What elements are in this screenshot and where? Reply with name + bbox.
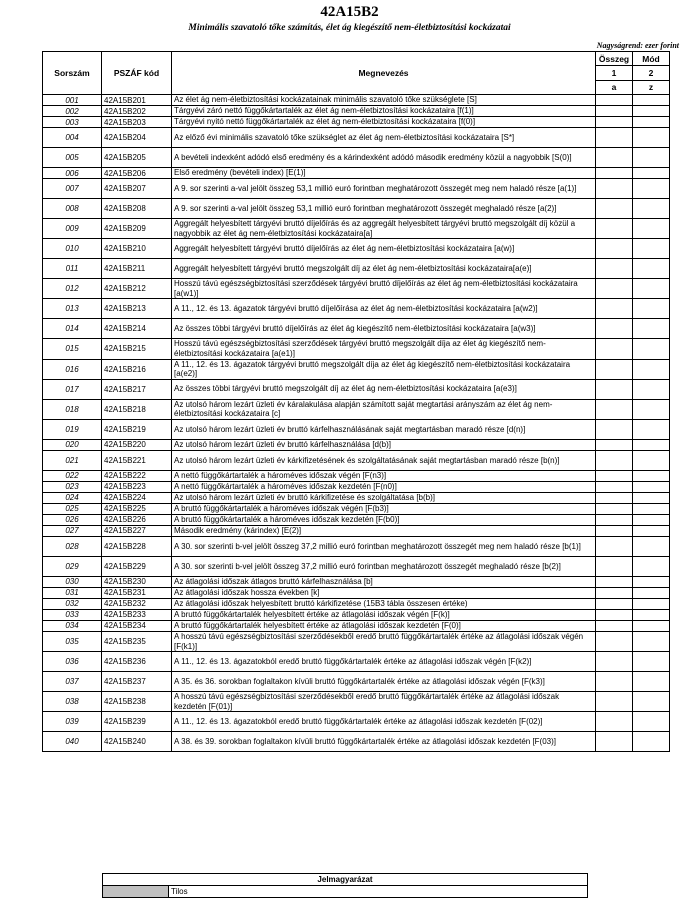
table-row xyxy=(43,609,670,620)
table-row xyxy=(43,587,670,598)
table-row xyxy=(43,259,670,279)
row-code: 42A15B207 xyxy=(102,179,172,199)
value-cell-osszeg[interactable] xyxy=(596,168,633,179)
row-description: A 35. és 36. sorokban foglaltakon kívüli bruttó függőkártartalék értéke az átlagolási időszak végén [F(k3)] xyxy=(172,672,596,692)
value-cell-osszeg[interactable] xyxy=(596,587,633,598)
row-description: A 38. és 39. sorokban foglaltakon kívüli bruttó függőkártartalék értéke az átlagolási időszak kezdetén [F(03)] xyxy=(172,732,596,752)
row-number: 024 xyxy=(43,492,102,503)
value-cell-mod[interactable] xyxy=(633,299,670,319)
value-cell-mod[interactable] xyxy=(633,179,670,199)
row-description: A hosszú távú egészségbiztosítási szerződésekből eredő bruttó függőkártartalék értéke az átlagolási időszak végén [F(k1)] xyxy=(172,631,596,651)
row-description: A bruttó függőkártartalék helyesbített értéke az átlagolási időszak kezdetén [F(0)] xyxy=(172,620,596,631)
value-cell-mod[interactable] xyxy=(633,339,670,359)
table-row xyxy=(43,199,670,219)
unit-label: Nagyságrend: ezer forint xyxy=(596,41,679,50)
row-number: 028 xyxy=(43,536,102,556)
value-cell-mod[interactable] xyxy=(633,319,670,339)
row-code: 42A15B225 xyxy=(102,503,172,514)
value-cell-mod[interactable] xyxy=(633,556,670,576)
legend-title: Jelmagyarázat xyxy=(103,874,588,886)
table-row xyxy=(43,419,670,439)
row-code: 42A15B222 xyxy=(102,470,172,481)
row-description: Az összes többi tárgyévi bruttó megszolgált díj az élet ág nem-életbiztosítási kockázataira [a(e3)] xyxy=(172,379,596,399)
table-row xyxy=(43,319,670,339)
value-cell-mod[interactable] xyxy=(633,587,670,598)
table-row xyxy=(43,556,670,576)
row-code: 42A15B216 xyxy=(102,359,172,379)
value-cell-osszeg[interactable] xyxy=(596,399,633,419)
row-number: 027 xyxy=(43,525,102,536)
row-code: 42A15B206 xyxy=(102,168,172,179)
row-code: 42A15B223 xyxy=(102,481,172,492)
row-code: 42A15B235 xyxy=(102,631,172,651)
row-number: 001 xyxy=(43,95,102,106)
row-code: 42A15B204 xyxy=(102,128,172,148)
value-cell-mod[interactable] xyxy=(633,399,670,419)
row-description: Az utolsó három lezárt üzleti év kárkifizetésének és szolgáltatásának saját megtartásban maradó része [b(n)] xyxy=(172,450,596,470)
table-row xyxy=(43,299,670,319)
value-cell-mod[interactable] xyxy=(633,239,670,259)
row-code: 42A15B234 xyxy=(102,620,172,631)
table-row xyxy=(43,117,670,128)
row-code: 42A15B210 xyxy=(102,239,172,259)
row-code: 42A15B229 xyxy=(102,556,172,576)
legend-table xyxy=(102,873,588,898)
value-cell-osszeg[interactable] xyxy=(596,128,633,148)
value-cell-osszeg[interactable] xyxy=(596,631,633,651)
value-cell-osszeg[interactable] xyxy=(596,319,633,339)
table-row xyxy=(43,631,670,651)
row-description: A bruttó függőkártartalék a hároméves időszak végén [F(b3)] xyxy=(172,503,596,514)
col-header-osszeg: Összeg xyxy=(596,52,633,66)
col-header-osszeg-letter: a xyxy=(596,80,633,94)
row-description: A 9. sor szerinti a-val jelölt összeg 53,1 millió euró forintban meghatározott összegét meg nem haladó része [a(1)] xyxy=(172,179,596,199)
legend-label-tilos: Tilos xyxy=(169,886,588,898)
table-row xyxy=(43,470,670,481)
value-cell-mod[interactable] xyxy=(633,503,670,514)
row-number: 029 xyxy=(43,556,102,576)
table-row xyxy=(43,399,670,419)
table-row xyxy=(43,620,670,631)
col-header-megnevezes: Megnevezés xyxy=(172,52,596,95)
table-row xyxy=(43,492,670,503)
data-table xyxy=(42,51,670,752)
row-description: Az élet ág nem-életbiztosítási kockázatainak minimális szavatoló tőke szükséglete [S] xyxy=(172,95,596,106)
row-number: 020 xyxy=(43,439,102,450)
row-number: 034 xyxy=(43,620,102,631)
value-cell-osszeg[interactable] xyxy=(596,199,633,219)
table-row xyxy=(43,450,670,470)
value-cell-mod[interactable] xyxy=(633,128,670,148)
value-cell-mod[interactable] xyxy=(633,199,670,219)
value-cell-osszeg[interactable] xyxy=(596,503,633,514)
value-cell-osszeg[interactable] xyxy=(596,359,633,379)
row-description: Második eredmény (kárindex) [E(2)] xyxy=(172,525,596,536)
table-row xyxy=(43,339,670,359)
row-number: 036 xyxy=(43,652,102,672)
row-number: 019 xyxy=(43,419,102,439)
row-description: Hosszú távú egészségbiztosítási szerződések tárgyévi bruttó díjelőírás az élet ág nem-életbiztosítási kockázataira [a(w1)] xyxy=(172,279,596,299)
row-number: 035 xyxy=(43,631,102,651)
row-description: A 11., 12. és 13. ágazatokból eredő bruttó függőkártartalék értéke az átlagolási időszak kezdetén [F(02)] xyxy=(172,712,596,732)
row-description: Az előző évi minimális szavatoló tőke szükséglet az élet ág nem-életbiztosítási kockázataira [S*] xyxy=(172,128,596,148)
row-code: 42A15B213 xyxy=(102,299,172,319)
row-description: Az utolsó három lezárt üzleti év bruttó kárfelhasználásának saját megtartásban maradó része [d(n)] xyxy=(172,419,596,439)
table-row xyxy=(43,481,670,492)
table-row xyxy=(43,525,670,536)
row-code: 42A15B227 xyxy=(102,525,172,536)
row-description: Első eredmény (bevételi index) [E(1)] xyxy=(172,168,596,179)
row-description: Hosszú távú egészségbiztosítási szerződések tárgyévi bruttó megszolgált díja az élet ág kiegészítő nem-életbiztosítási kockázataira [a(e1)] xyxy=(172,339,596,359)
legend-swatch-tilos xyxy=(103,886,169,898)
row-number: 040 xyxy=(43,732,102,752)
value-cell-mod[interactable] xyxy=(633,514,670,525)
row-number: 009 xyxy=(43,219,102,239)
row-code: 42A15B211 xyxy=(102,259,172,279)
row-code: 42A15B238 xyxy=(102,692,172,712)
row-description: A bruttó függőkártartalék helyesbített értéke az átlagolási időszak végén [F(k)] xyxy=(172,609,596,620)
row-code: 42A15B203 xyxy=(102,117,172,128)
value-cell-mod[interactable] xyxy=(633,492,670,503)
value-cell-osszeg[interactable] xyxy=(596,536,633,556)
row-number: 015 xyxy=(43,339,102,359)
row-code: 42A15B202 xyxy=(102,106,172,117)
value-cell-osszeg[interactable] xyxy=(596,106,633,117)
row-code: 42A15B220 xyxy=(102,439,172,450)
value-cell-mod[interactable] xyxy=(633,631,670,651)
table-row xyxy=(43,692,670,712)
value-cell-mod[interactable] xyxy=(633,652,670,672)
value-cell-osszeg[interactable] xyxy=(596,95,633,106)
col-header-sorszam: Sorszám xyxy=(43,52,102,95)
table-row xyxy=(43,279,670,299)
col-header-mod-num: 2 xyxy=(633,66,670,80)
row-number: 010 xyxy=(43,239,102,259)
row-description: Az átlagolási időszak helyesbített bruttó kárkifizetése (15B3 tábla összesen értéke) xyxy=(172,598,596,609)
value-cell-mod[interactable] xyxy=(633,732,670,752)
table-row xyxy=(43,732,670,752)
value-cell-mod[interactable] xyxy=(633,106,670,117)
value-cell-osszeg[interactable] xyxy=(596,219,633,239)
value-cell-osszeg[interactable] xyxy=(596,712,633,732)
row-number: 033 xyxy=(43,609,102,620)
row-description: A 9. sor szerinti a-val jelölt összeg 53,1 millió euró forintban meghatározott összegét meghaladó része [a(2)] xyxy=(172,199,596,219)
value-cell-osszeg[interactable] xyxy=(596,299,633,319)
value-cell-osszeg[interactable] xyxy=(596,732,633,752)
row-number: 014 xyxy=(43,319,102,339)
value-cell-osszeg[interactable] xyxy=(596,148,633,168)
row-description: Az átlagolási időszak hossza években [k] xyxy=(172,587,596,598)
row-code: 42A15B228 xyxy=(102,536,172,556)
row-code: 42A15B232 xyxy=(102,598,172,609)
value-cell-mod[interactable] xyxy=(633,470,670,481)
table-row xyxy=(43,239,670,259)
row-number: 032 xyxy=(43,598,102,609)
row-description: A bevételi indexként adódó első eredmény és a kárindexként adódó második eredmény közül a nagyobbik [S(0)] xyxy=(172,148,596,168)
value-cell-osszeg[interactable] xyxy=(596,652,633,672)
col-header-mod-letter: z xyxy=(633,80,670,94)
col-header-osszeg-num: 1 xyxy=(596,66,633,80)
row-code: 42A15B214 xyxy=(102,319,172,339)
row-number: 021 xyxy=(43,450,102,470)
value-cell-mod[interactable] xyxy=(633,576,670,587)
row-code: 42A15B231 xyxy=(102,587,172,598)
table-row xyxy=(43,359,670,379)
row-number: 025 xyxy=(43,503,102,514)
row-code: 42A15B208 xyxy=(102,199,172,219)
value-cell-osszeg[interactable] xyxy=(596,179,633,199)
page-subtitle: Minimális szavatoló tőke számítás, élet ág kiegészítő nem-életbiztosítási kockázatai xyxy=(188,23,511,33)
table-row xyxy=(43,536,670,556)
value-cell-osszeg[interactable] xyxy=(596,450,633,470)
row-code: 42A15B218 xyxy=(102,399,172,419)
value-cell-mod[interactable] xyxy=(633,536,670,556)
row-number: 012 xyxy=(43,279,102,299)
value-cell-mod[interactable] xyxy=(633,168,670,179)
table-row xyxy=(43,168,670,179)
value-cell-osszeg[interactable] xyxy=(596,117,633,128)
row-description: A 30. sor szerinti b-vel jelölt összeg 37,2 millió euró forintban meghatározott összegét meghaladó része [b(2)] xyxy=(172,556,596,576)
value-cell-osszeg[interactable] xyxy=(596,481,633,492)
row-number: 003 xyxy=(43,117,102,128)
row-code: 42A15B201 xyxy=(102,95,172,106)
value-cell-osszeg[interactable] xyxy=(596,259,633,279)
row-description: A bruttó függőkártartalék a hároméves időszak kezdetén [F(b0)] xyxy=(172,514,596,525)
row-description: Az összes többi tárgyévi bruttó díjelőírás az élet ág kiegészítő nem-életbiztosítási kockázataira [a(w3)] xyxy=(172,319,596,339)
value-cell-mod[interactable] xyxy=(633,598,670,609)
row-number: 026 xyxy=(43,514,102,525)
table-row xyxy=(43,514,670,525)
value-cell-osszeg[interactable] xyxy=(596,525,633,536)
row-description: Tárgyévi záró nettó függőkártartalék az élet ág nem-életbiztosítási kockázataira [f(1)] xyxy=(172,106,596,117)
row-description: A nettó függőkártartalék a hároméves időszak kezdetén [F(n0)] xyxy=(172,481,596,492)
row-code: 42A15B219 xyxy=(102,419,172,439)
value-cell-mod[interactable] xyxy=(633,419,670,439)
row-description: A hosszú távú egészségbiztosítási szerződésekből eredő bruttó függőkártartalék értéke az átlagolási időszak kezdetén [F(01)] xyxy=(172,692,596,712)
value-cell-osszeg[interactable] xyxy=(596,620,633,631)
value-cell-mod[interactable] xyxy=(633,672,670,692)
value-cell-mod[interactable] xyxy=(633,609,670,620)
row-number: 004 xyxy=(43,128,102,148)
row-description: A 30. sor szerinti b-vel jelölt összeg 37,2 millió euró forintban meghatározott összegét meg nem haladó része [b(1)] xyxy=(172,536,596,556)
row-code: 42A15B236 xyxy=(102,652,172,672)
row-description: Aggregált helyesbített tárgyévi bruttó megszolgált díj az élet ág nem-életbiztosítási kockázataira[a(e)] xyxy=(172,259,596,279)
value-cell-mod[interactable] xyxy=(633,450,670,470)
row-number: 013 xyxy=(43,299,102,319)
table-row xyxy=(43,179,670,199)
value-cell-osszeg[interactable] xyxy=(596,556,633,576)
value-cell-mod[interactable] xyxy=(633,692,670,712)
row-number: 039 xyxy=(43,712,102,732)
row-code: 42A15B239 xyxy=(102,712,172,732)
table-row xyxy=(43,712,670,732)
page-title: 42A15B2 xyxy=(320,4,379,20)
table-row xyxy=(43,219,670,239)
row-description: A nettó függőkártartalék a hároméves időszak végén [F(n3)] xyxy=(172,470,596,481)
col-header-pszaf-kod: PSZÁF kód xyxy=(102,52,172,95)
table-row xyxy=(43,106,670,117)
row-number: 016 xyxy=(43,359,102,379)
row-number: 008 xyxy=(43,199,102,219)
table-row xyxy=(43,503,670,514)
row-number: 037 xyxy=(43,672,102,692)
value-cell-mod[interactable] xyxy=(633,439,670,450)
table-row xyxy=(43,379,670,399)
value-cell-osszeg[interactable] xyxy=(596,609,633,620)
table-row xyxy=(43,148,670,168)
value-cell-osszeg[interactable] xyxy=(596,598,633,609)
value-cell-osszeg[interactable] xyxy=(596,514,633,525)
row-code: 42A15B224 xyxy=(102,492,172,503)
row-number: 017 xyxy=(43,379,102,399)
value-cell-osszeg[interactable] xyxy=(596,672,633,692)
table-row xyxy=(43,652,670,672)
row-description: A 11., 12. és 13. ágazatok tárgyévi bruttó díjelőírása az élet ág nem-életbiztosítási kockázataira [a(w2)] xyxy=(172,299,596,319)
row-code: 42A15B233 xyxy=(102,609,172,620)
row-description: A 11., 12. és 13. ágazatokból eredő bruttó függőkártartalék értéke az átlagolási időszak végén [F(k2)] xyxy=(172,652,596,672)
table-row xyxy=(43,128,670,148)
value-cell-mod[interactable] xyxy=(633,95,670,106)
row-description: Az utolsó három lezárt üzleti év bruttó kárkifizetése és szolgáltatása [b(b)] xyxy=(172,492,596,503)
row-code: 42A15B221 xyxy=(102,450,172,470)
table-row xyxy=(43,576,670,587)
row-code: 42A15B237 xyxy=(102,672,172,692)
value-cell-mod[interactable] xyxy=(633,117,670,128)
row-description: A 11., 12. és 13. ágazatok tárgyévi bruttó megszolgált díja az élet ág kiegészítő nem-életbiztosítási kockázataira [a(e2)] xyxy=(172,359,596,379)
value-cell-mod[interactable] xyxy=(633,359,670,379)
row-description: Az utolsó három lezárt üzleti év bruttó kárfelhasználása [d(b)] xyxy=(172,439,596,450)
value-cell-osszeg[interactable] xyxy=(596,439,633,450)
row-number: 022 xyxy=(43,470,102,481)
value-cell-mod[interactable] xyxy=(633,525,670,536)
row-number: 005 xyxy=(43,148,102,168)
value-cell-mod[interactable] xyxy=(633,620,670,631)
row-number: 007 xyxy=(43,179,102,199)
value-cell-osszeg[interactable] xyxy=(596,576,633,587)
col-header-mod: Mód xyxy=(633,52,670,66)
row-description: Az utolsó három lezárt üzleti év káralakulása alapján számított saját megtartási arányszám az élet ág nem-életbiztosítási kockázataira [c] xyxy=(172,399,596,419)
row-code: 42A15B209 xyxy=(102,219,172,239)
row-number: 030 xyxy=(43,576,102,587)
value-cell-mod[interactable] xyxy=(633,379,670,399)
value-cell-osszeg[interactable] xyxy=(596,492,633,503)
row-code: 42A15B215 xyxy=(102,339,172,359)
value-cell-osszeg[interactable] xyxy=(596,279,633,299)
value-cell-osszeg[interactable] xyxy=(596,419,633,439)
value-cell-mod[interactable] xyxy=(633,279,670,299)
row-description: Aggregált helyesbített tárgyévi bruttó díjelőírás az élet ág nem-életbiztosítási kockázataira [a(w)] xyxy=(172,239,596,259)
row-number: 018 xyxy=(43,399,102,419)
value-cell-osszeg[interactable] xyxy=(596,339,633,359)
table-row xyxy=(43,95,670,106)
row-description: Az átlagolási időszak átlagos bruttó kárfelhasználása [b] xyxy=(172,576,596,587)
row-description: Tárgyévi nyitó nettó függőkártartalék az élet ág nem-életbiztosítási kockázataira [f(0)] xyxy=(172,117,596,128)
table-row xyxy=(43,439,670,450)
row-description: Aggregált helyesbített tárgyévi bruttó díjelőírás és az aggregált helyesbített tárgyévi bruttó megszolgált díj közül a nagyobbik az élet ág nem-életbiztosítási kockázataira[a] xyxy=(172,219,596,239)
row-number: 038 xyxy=(43,692,102,712)
value-cell-mod[interactable] xyxy=(633,481,670,492)
table-row xyxy=(43,672,670,692)
value-cell-mod[interactable] xyxy=(633,259,670,279)
row-number: 006 xyxy=(43,168,102,179)
value-cell-osszeg[interactable] xyxy=(596,379,633,399)
table-row xyxy=(43,598,670,609)
row-code: 42A15B230 xyxy=(102,576,172,587)
table-body xyxy=(43,95,670,752)
value-cell-osszeg[interactable] xyxy=(596,470,633,481)
row-number: 031 xyxy=(43,587,102,598)
row-code: 42A15B240 xyxy=(102,732,172,752)
row-code: 42A15B212 xyxy=(102,279,172,299)
row-number: 011 xyxy=(43,259,102,279)
row-code: 42A15B205 xyxy=(102,148,172,168)
row-number: 002 xyxy=(43,106,102,117)
row-code: 42A15B217 xyxy=(102,379,172,399)
value-cell-osszeg[interactable] xyxy=(596,239,633,259)
value-cell-mod[interactable] xyxy=(633,148,670,168)
row-number: 023 xyxy=(43,481,102,492)
value-cell-osszeg[interactable] xyxy=(596,692,633,712)
row-code: 42A15B226 xyxy=(102,514,172,525)
value-cell-mod[interactable] xyxy=(633,712,670,732)
value-cell-mod[interactable] xyxy=(633,219,670,239)
